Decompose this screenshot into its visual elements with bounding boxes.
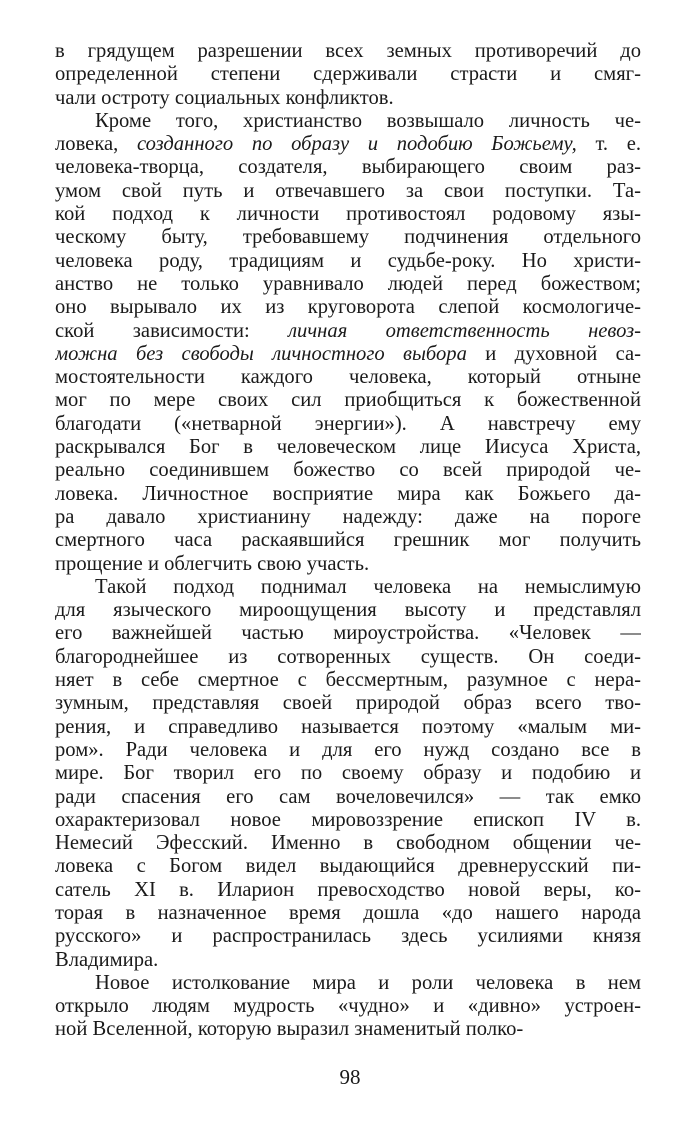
text-run: ческому быту, требовавшему подчинения отдельного: [55, 226, 641, 249]
text-line: [55, 273, 641, 296]
italic-text: можна без свободы личностного выбора: [55, 342, 467, 365]
text-run: раскрывался Бог в человеческом лице Иисуса Христа,: [55, 436, 641, 459]
text-line: [55, 692, 641, 715]
text-run: прощение и облегчить свою участь.: [55, 552, 370, 575]
text-run: ловека с Богом видел выдающийся древнерусский пи-: [55, 855, 641, 878]
text-line: [55, 389, 641, 412]
text-line: [55, 40, 641, 63]
text-line: [55, 576, 641, 599]
text-line: [55, 296, 641, 319]
text-line: [55, 459, 641, 482]
paragraph: [55, 972, 641, 1042]
text-run: ской зависимости:: [55, 319, 289, 342]
text-run: для языческого мироощущения высоту и представлял: [55, 599, 641, 622]
text-run: ром». Ради человека и для его нужд создано все в: [55, 738, 641, 761]
text-run: оно вырывало их из круговорота слепой космологиче-: [55, 296, 641, 319]
text-line: [55, 63, 641, 86]
text-run: его важнейшей частью мироустройства. «Человек —: [55, 622, 641, 645]
text-line: [55, 832, 641, 855]
paragraph: [55, 110, 641, 576]
text-line: [55, 972, 641, 995]
text-line: [55, 879, 641, 902]
page-body: [55, 40, 641, 1042]
text-line: [55, 646, 641, 669]
text-run: Такой подход поднимал человека на немыслимую: [95, 575, 641, 598]
text-line: [55, 320, 641, 343]
text-run: охарактеризовал новое мировоззрение епископ IV в.: [55, 808, 641, 831]
text-run: Кроме того, христианство возвышало личность че-: [95, 109, 641, 132]
paragraph: [55, 40, 641, 110]
text-run: ради спасения его сам вочеловечился» — так емко: [55, 785, 641, 808]
text-run: человека роду, традициям и судьбе-року. Но христи-: [55, 249, 641, 272]
text-line: [55, 156, 641, 179]
text-line: [55, 226, 641, 249]
text-line: [55, 250, 641, 273]
text-line: [55, 716, 641, 739]
text-line: [55, 1018, 641, 1041]
text-run: кой подход к личности противостоял родовому язы-: [55, 203, 641, 226]
text-line: [55, 739, 641, 762]
text-line: [55, 110, 641, 133]
text-line: [55, 925, 641, 948]
text-run: чали остроту социальных конфликтов.: [55, 86, 394, 109]
text-run: Новое истолкование мира и роли человека в нем: [95, 971, 641, 994]
text-run: мире. Бог творил его по своему образу и подобию и: [55, 762, 641, 785]
text-line: [55, 995, 641, 1018]
text-run: благодати («нетварной энергии»). А навстречу ему: [55, 412, 641, 435]
text-line: [55, 529, 641, 552]
paragraph: [55, 576, 641, 972]
text-run: рения, и справедливо называется поэтому «малым ми-: [55, 715, 641, 738]
text-line: [55, 599, 641, 622]
text-run: мостоятельности каждого человека, который отныне: [55, 366, 641, 389]
text-line: [55, 413, 641, 436]
text-run: русского» и распространилась здесь усилиями князя: [55, 925, 641, 948]
text-run: ловека. Личностное восприятие мира как Божьего да-: [55, 482, 641, 505]
text-run: торая в назначенное время дошла «до нашего народа: [55, 901, 641, 924]
text-line: [55, 622, 641, 645]
text-run: зумным, представляя своей природой образ всего тво-: [55, 692, 641, 715]
text-run: определенной степени сдерживали страсти и смяг-: [55, 63, 641, 86]
text-line: [55, 762, 641, 785]
text-run: ра давало христианину надежду: даже на пороге: [55, 505, 641, 528]
text-line: [55, 809, 641, 832]
text-line: [55, 203, 641, 226]
text-line: [55, 87, 641, 110]
text-run: мог по мере своих сил приобщиться к божественной: [55, 389, 641, 412]
text-line: [55, 786, 641, 809]
italic-text: созданного по образу и подобию Божьему,: [136, 133, 577, 156]
text-run: т. е.: [576, 133, 641, 156]
text-run: реально соединившем божество со всей природой че-: [55, 459, 641, 482]
text-run: и духовной са-: [466, 342, 641, 365]
text-run: открыло людям мудрость «чудно» и «дивно» устроен-: [55, 995, 641, 1018]
text-run: сатель XI в. Иларион превосходство новой веры, ко-: [55, 878, 641, 901]
text-line: [55, 483, 641, 506]
text-line: [55, 180, 641, 203]
text-line: [55, 949, 641, 972]
text-run: смертного часа раскаявшийся грешник мог получить: [55, 529, 641, 552]
text-run: благороднейшее из сотворенных существ. Он соеди-: [55, 645, 641, 668]
text-run: умом свой путь и отвечавшего за свои поступки. Та-: [55, 179, 641, 202]
text-run: няет в себе смертное с бессмертным, разумное с нера-: [55, 669, 641, 692]
text-line: [55, 506, 641, 529]
text-line: [55, 366, 641, 389]
text-line: [55, 669, 641, 692]
text-line: [55, 133, 641, 156]
italic-text: личная ответственность невоз-: [288, 319, 641, 342]
page-number: 98: [339, 1065, 361, 1089]
text-run: ловека,: [55, 133, 137, 156]
text-run: анство не только уравнивало людей перед божеством;: [55, 272, 641, 295]
text-run: в грядущем разрешении всех земных противоречий до: [55, 40, 641, 62]
text-run: Немесий Эфесский. Именно в свободном общении че-: [55, 832, 641, 855]
text-run: человека-творца, создателя, выбирающего своим раз-: [55, 156, 641, 179]
text-line: [55, 855, 641, 878]
text-run: ной Вселенной, которую выразил знаменитый полко-: [55, 1018, 524, 1041]
text-line: [55, 436, 641, 459]
text-line: [55, 902, 641, 925]
text-line: [55, 553, 641, 576]
text-line: [55, 343, 641, 366]
text-run: Владимира.: [55, 948, 159, 971]
